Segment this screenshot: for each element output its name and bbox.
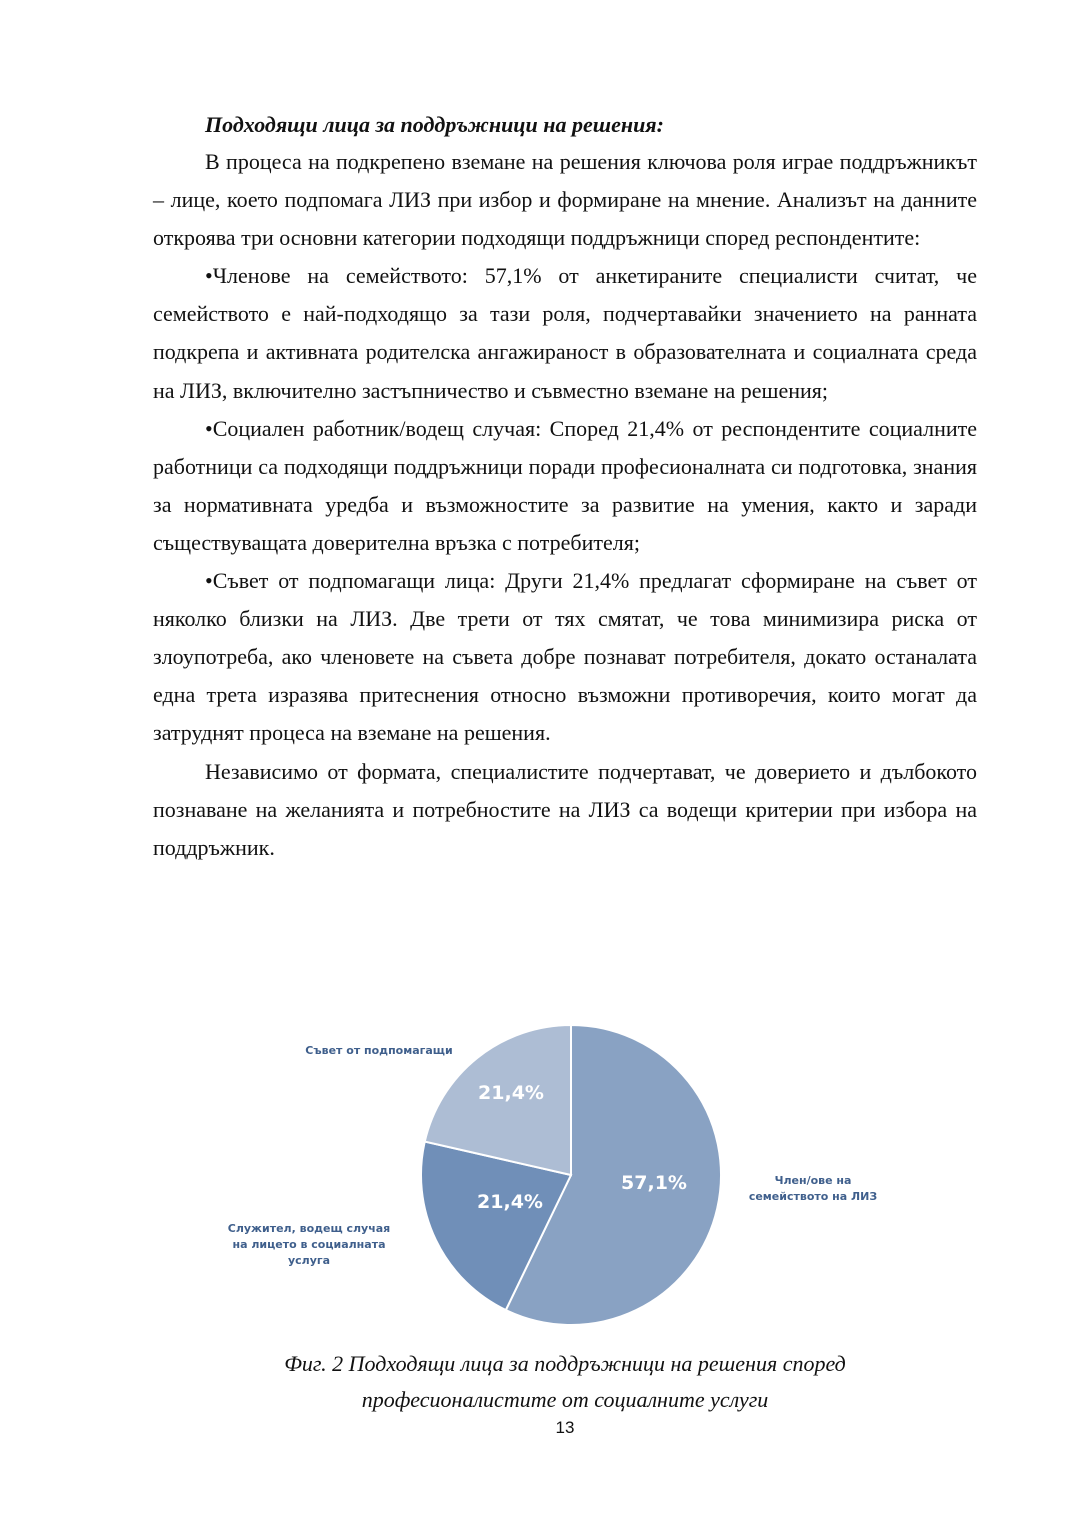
pie-chart-svg (200, 1020, 920, 1340)
caption-line-2: професионалистите от социалните услуги (361, 1387, 769, 1412)
pie-category-label-1: Служител, водещ случая на лицето в социалната услуга (227, 1222, 391, 1267)
pie-category-label-2: Съвет от подпомагащи (305, 1044, 453, 1057)
paragraph-conclusion: Независимо от формата, специалистите подчертават, че доверието и дълбокото познаване на желанията и потребностите на ЛИЗ са водещи критерии при избора на поддръжник. (153, 758, 977, 860)
caption-line-1: Фиг. 2 Подходящи лица за поддръжници на решения според (284, 1351, 846, 1376)
pie-value-label-2: 21,4% (478, 1082, 544, 1104)
pie-chart (200, 1020, 920, 1340)
paragraph-social-worker: •Социален работник/водещ случая: Според 21,4% от респондентите социалните работници са подходящи поддръжници поради професионалната си подготовка, знания за нормативната уредба и възможностите за развитие на умения, както и заради съществуващата доверителна връзка с потребителя; (153, 415, 977, 555)
paragraph-family: •Членове на семейството: 57,1% от анкетираните специалисти считат, че семейството е най-подходящо за тази роля, подчертавайки значението на ранната подкрепа и активната родителска ангажираност в образователната и социалната среда на ЛИЗ, включително застъпничество и съвместно вземане на решения; (153, 263, 977, 403)
figure-caption (153, 1346, 977, 1418)
section-heading: Подходящи лица за поддръжници на решения: (205, 112, 664, 137)
page-number: 13 (555, 1418, 575, 1437)
pie-value-label-0: 57,1% (621, 1172, 687, 1194)
paragraph-intro: В процеса на подкрепено вземане на решения ключова роля играе поддръжникът – лице, което подпомага ЛИЗ при избор и формиране на мнение. Анализът на данните откроява три основни категории подходящи поддръжници според респондентите: (153, 149, 977, 251)
pie-category-label-0: Член/ове на семейството на ЛИЗ (748, 1174, 878, 1203)
body-text (153, 143, 977, 867)
pie-value-label-1: 21,4% (477, 1191, 543, 1213)
paragraph-council: •Съвет от подпомагащи лица: Други 21,4% предлагат сформиране на съвет от няколко близки на ЛИЗ. Две трети от тях смятат, че това минимизира риска от злоупотреба, ако членовете на съвета добре познават потребителя, докато останалата една трета изразява притеснения относно възможни противоречия, които могат да затруднят процеса на вземане на решения. (153, 568, 977, 746)
